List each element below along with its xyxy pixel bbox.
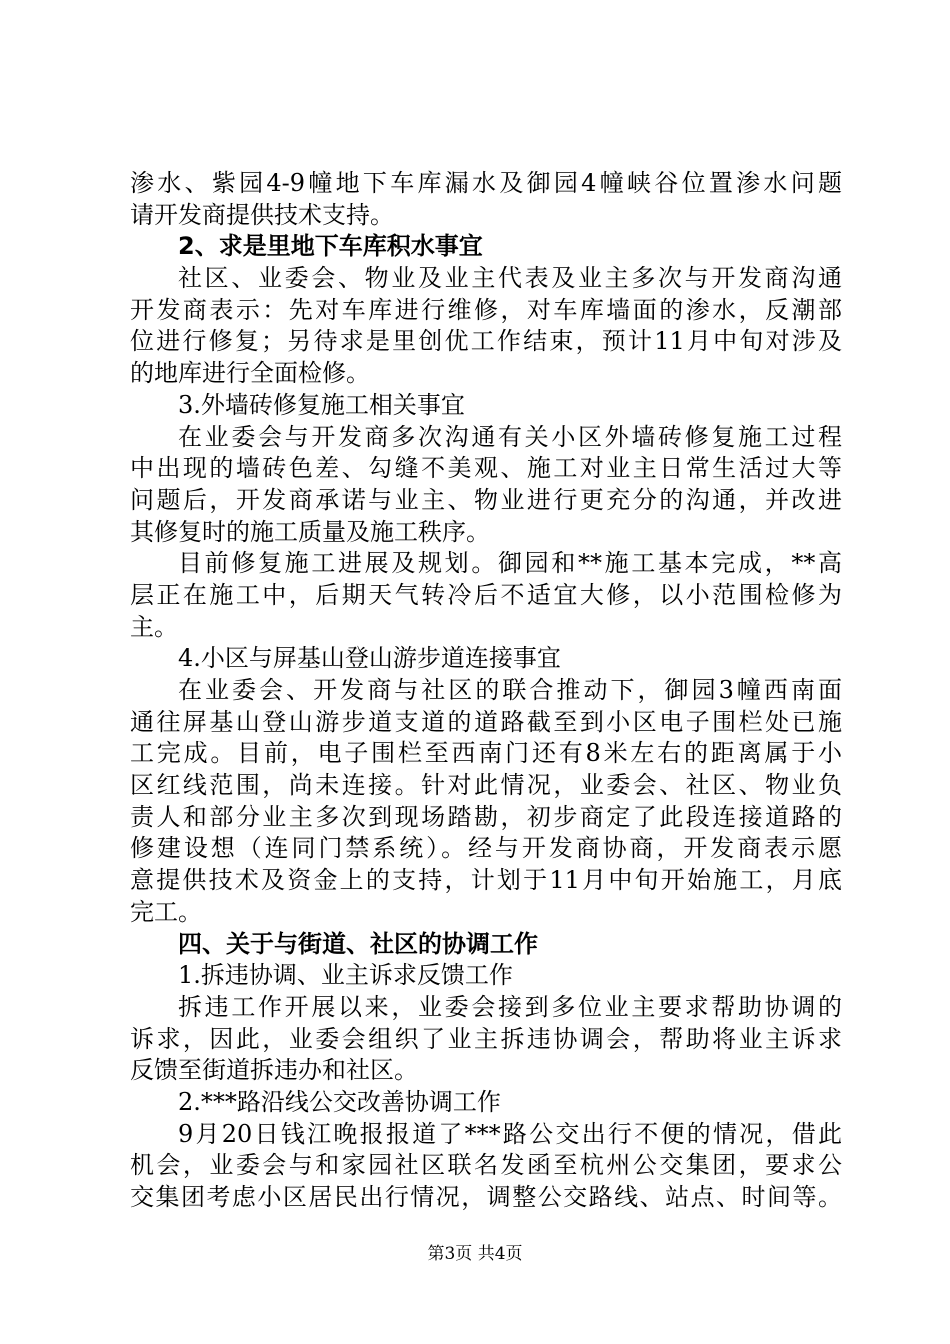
text-line: 机会，业委会与和家园社区联名发函至杭州公交集团，要求公 [130,1151,842,1180]
text-line: 在业委会与开发商多次沟通有关小区外墙砖修复施工过程 [178,422,842,451]
text-line: 1.拆违协调、业主诉求反馈工作 [178,961,513,990]
text-line: 问题后，开发商承诺与业主、物业进行更充分的沟通，并改进 [130,485,842,514]
text-line: 区红线范围，尚未连接。针对此情况，业委会、社区、物业负 [130,771,842,800]
text-line: 意提供技术及资金上的支持，计划于11月中旬开始施工，月底 [130,866,842,895]
text-line: 完工。 [130,897,202,926]
text-line: 的地库进行全面检修。 [130,359,370,388]
text-line: 2.***路沿线公交改善协调工作 [178,1087,501,1116]
text-line: 目前修复施工进展及规划。御园和**施工基本完成，**高 [178,549,842,578]
text-line: 4.小区与屏基山登山游步道连接事宜 [178,644,561,673]
text-line: 在业委会、开发商与社区的联合推动下，御园3幢西南面 [178,676,842,704]
text-line: 3.外墙砖修复施工相关事宜 [178,390,465,419]
text-line: 层正在施工中，后期天气转冷后不适宜大修，以小范围检修为 [130,580,842,609]
section-heading: 2、求是里地下车库积水事宜 [178,232,483,261]
document-body [130,168,842,1214]
page-footer: 第3页 共4页 [427,1244,523,1264]
section-heading: 四、关于与街道、社区的协调工作 [178,929,538,958]
text-line: 请开发商提供技术支持。 [130,200,394,229]
text-line: 反馈至街道拆违办和社区。 [130,1056,418,1085]
text-line: 通往屏基山登山游步道支道的道路截至到小区电子围栏处已施 [130,707,842,736]
text-line: 9月20日钱江晚报报道了***路公交出行不便的情况，借此 [178,1119,842,1148]
text-line: 修建设想（连同门禁系统）。经与开发商协商，开发商表示愿 [130,834,842,863]
text-line: 中出现的墙砖色差、勾缝不美观、施工对业主日常生活过大等 [130,454,842,483]
text-line: 渗水、紫园4-9幢地下车库漏水及御园4幢峡谷位置渗水问题 [130,169,842,197]
text-line: 诉求，因此，业委会组织了业主拆违协调会，帮助将业主诉求 [130,1024,842,1053]
text-line: 位进行修复；另待求是里创优工作结束，预计11月中旬对涉及 [130,327,842,356]
text-line: 开发商表示：先对车库进行维修，对车库墙面的渗水，反潮部 [130,295,842,324]
text-line: 工完成。目前，电子围栏至西南门还有8米左右的距离属于小 [130,739,842,768]
text-line: 交集团考虑小区居民出行情况，调整公交路线、站点、时间等。 [130,1183,842,1211]
text-line: 其修复时的施工质量及施工秩序。 [130,517,490,546]
text-line: 责人和部分业主多次到现场踏勘，初步商定了此段连接道路的 [130,802,842,831]
text-line: 社区、业委会、物业及业主代表及业主多次与开发商沟通 [178,264,842,293]
text-line: 拆违工作开展以来，业委会接到多位业主要求帮助协调的 [178,992,842,1021]
text-line: 主。 [130,612,178,641]
